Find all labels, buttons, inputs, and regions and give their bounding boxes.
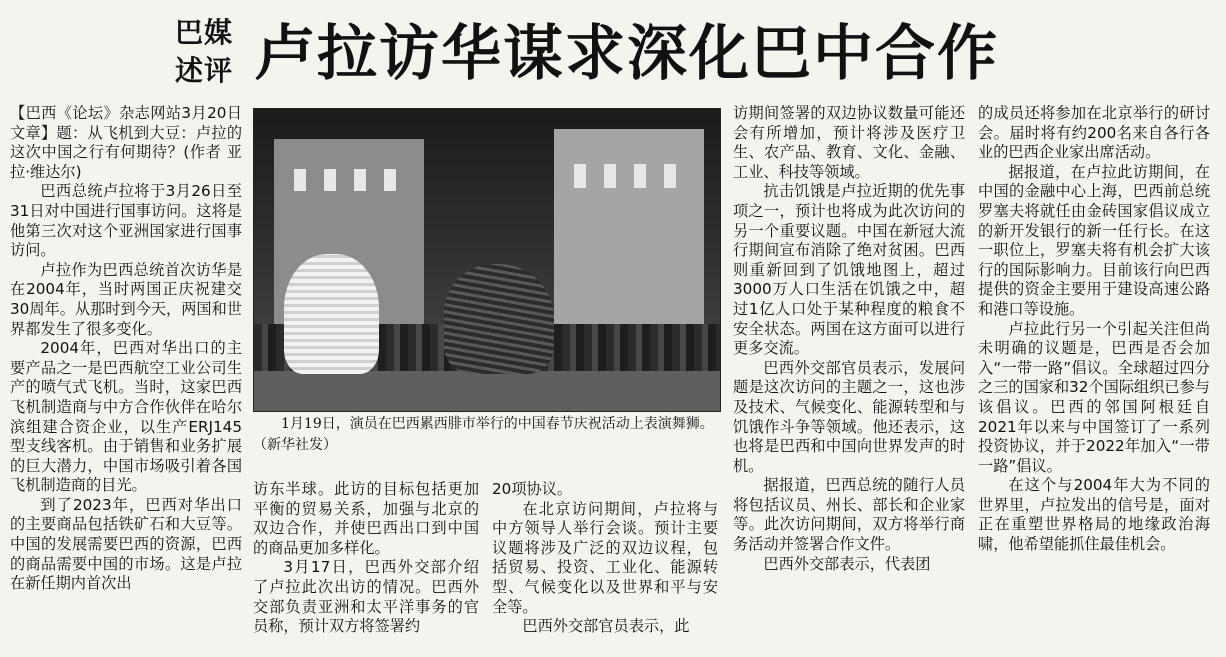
article-byline-paragraph: 【巴西《论坛》杂志网站3月20日文章】题：从飞机到大豆：卢拉的这次中国之行有何期待？(作者 亚拉·维达尔)	[10, 104, 242, 181]
photo-caption-text: 1月19日，演员在巴西累西腓市举行的中国春节庆祝活动上表演舞狮。（新华社发）	[253, 416, 714, 453]
street	[254, 371, 720, 411]
text-column-4	[733, 104, 965, 574]
body-paragraph: 卢拉此行另一个引起关注但尚未明确的议题是，巴西是否会加入“一带一路”倡议。全球超过四分之三的国家和32个国际组织已参与该倡议。巴西的邻国阿根廷自2021年以来与中国签订了一系列投资协议，并于2022年加入“一带一路”倡议。	[978, 319, 1210, 475]
body-paragraph: 访东半球。此访的目标包括更加平衡的贸易关系，加强与北京的双边合作，并使巴西出口到中国的商品更加多样化。	[253, 480, 479, 557]
body-paragraph: 2004年，巴西对华出口的主要产品之一是巴西航空工业公司生产的喷气式飞机。当时，这家巴西飞机制造商与中方合作伙伴在哈尔滨组建合资企业，以生产ERJ145型支线客机。由于销售和业务扩展的巨大潜力，中国市场吸引着各国飞机制造商的目光。	[10, 339, 242, 495]
kicker-line-2: 述评	[174, 54, 233, 87]
body-paragraph: 据报道，在卢拉此访期间，在中国的金融中心上海，巴西前总统罗塞夫将就任由金砖国家倡议成立的新开发银行的新一任行长。在这一职位上，罗塞夫将有机会扩大该行的国际影响力。目前该行向巴西提供的资金主要用于建设高速公路和港口等设施。	[978, 162, 1210, 318]
kicker-line-1: 巴媒	[174, 16, 233, 49]
body-paragraph: 巴西外交部表示，代表团	[763, 554, 931, 573]
article-headline: 卢拉访华谋求深化巴中合作	[255, 19, 999, 89]
building-window	[634, 164, 646, 188]
body-paragraph: 巴西外交部官员表示，此	[522, 617, 690, 636]
text-column-3	[492, 480, 718, 637]
text-column-5	[978, 104, 1210, 555]
body-paragraph: 巴西外交部官员表示，发展问题是这次访问的主题之一，这也涉及技术、气候变化、能源转型和与饥饿作斗争等领域。他还表示，这也将是巴西和中国向世界发声的时机。	[733, 358, 965, 475]
body-paragraph: 的成员还将参加在北京举行的研讨会。届时将有约200名来自各行各业的巴西企业家出席活动。	[978, 104, 1210, 162]
building-window	[664, 164, 676, 188]
building-window	[294, 169, 306, 191]
body-paragraph: 抗击饥饿是卢拉近期的优先事项之一，预计也将成为此次访问的另一个重要议题。中国在新冠大流行期间宣布消除了绝对贫困。巴西则重新回到了饥饿地图上，超过3000万人口生活在饥饿之中，超过1亿人口处于某种程度的粮食不安全状态。两国在这方面可以进行更多交流。	[733, 182, 965, 358]
body-paragraph: 巴西总统卢拉将于3月26日至31日对中国进行国事访问。这将是他第三次对这个亚洲国家进行国事访问。	[10, 182, 242, 260]
body-paragraph: 卢拉作为巴西总统首次访华是在2004年，当时两国正庆祝建交30周年。从那时到今天，两国和世界都发生了很多变化。	[10, 260, 242, 338]
white-lion-costume	[284, 254, 379, 374]
body-paragraph: 在这个与2004年大为不同的世界里，卢拉发出的信号是，面对正在重塑世界格局的地缘政治海啸，他希望能抓住最佳机会。	[978, 476, 1210, 554]
building-window	[604, 164, 616, 188]
body-paragraph: 20项协议。	[492, 480, 573, 498]
body-paragraph: 据报道，巴西总统的随行人员将包括议员、州长、部长和企业家等。此次访问期间，双方将举行商务活动并签署合作文件。	[733, 476, 965, 554]
building-window	[354, 169, 366, 191]
photo-caption	[253, 414, 719, 456]
text-column-2	[253, 480, 479, 637]
dark-lion-costume	[444, 264, 554, 374]
right-building	[554, 129, 704, 329]
building-window	[384, 169, 396, 191]
body-paragraph: 3月17日，巴西外交部介绍了卢拉此次出访的情况。巴西外交部负责亚洲和太平洋事务的官员称，预计双方将签署约	[253, 558, 479, 636]
building-window	[324, 169, 336, 191]
text-column-1	[10, 104, 242, 594]
lion-dance-photo	[253, 108, 721, 412]
column-kicker	[172, 14, 236, 90]
body-paragraph: 访期间签署的双边协议数量可能还会有所增加，预计将涉及医疗卫生、农产品、教育、文化、金融、工业、科技等领域。	[733, 104, 965, 181]
body-paragraph: 在北京访问期间，卢拉将与中方领导人举行会谈。预计主要议题将涉及广泛的双边议程，包括贸易、投资、工业化、能源转型、气候变化以及世界和平与安全等。	[492, 499, 718, 616]
body-paragraph: 到了2023年，巴西对华出口的主要商品包括铁矿石和大豆等。中国的发展需要巴西的资源，巴西的商品需要中国的市场。这是卢拉在新任期内首次出	[10, 495, 242, 593]
building-window	[574, 164, 586, 188]
